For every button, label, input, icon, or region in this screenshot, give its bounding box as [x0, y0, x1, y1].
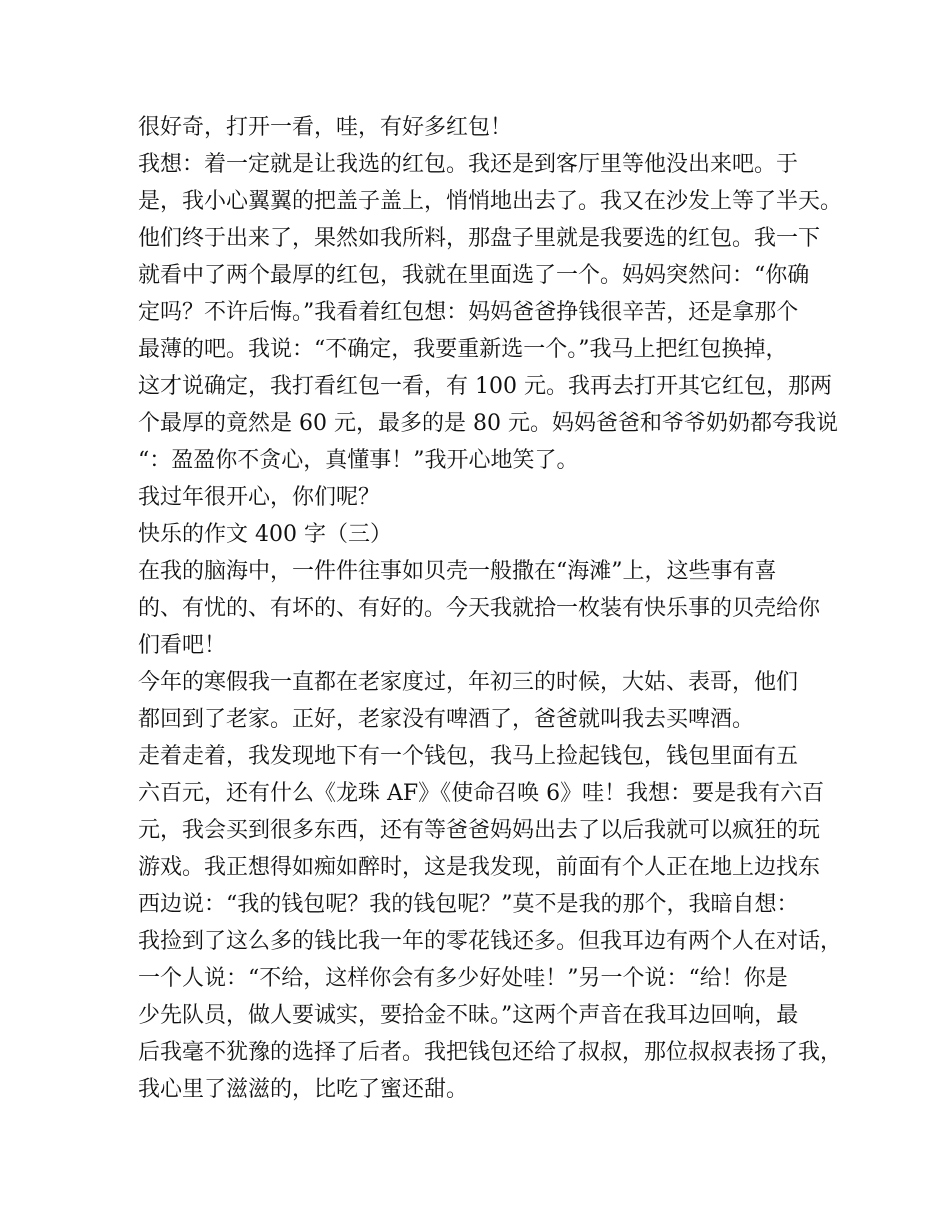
text-line: 我心里了滋滋的，比吃了蜜还甜。: [138, 1077, 469, 1102]
text-line: 就看中了两个最厚的红包，我就在里面选了一个。妈妈突然问：“你确: [138, 263, 810, 288]
text-line: 游戏。我正想得如痴如醉时，这是我发现，前面有个人正在地上边找东: [138, 855, 821, 880]
text-line: 们看吧！: [138, 633, 227, 658]
text-line: 西边说：“我的钱包呢？我的钱包呢？”莫不是我的那个，我暗自想：: [138, 892, 799, 917]
text-line: 个最厚的竟然是 60 元，最多的是 80 元。妈妈爸爸和爷爷奶奶都夸我说: [138, 411, 838, 436]
section-heading: 快乐的作文 400 字（三）: [138, 522, 392, 547]
text-line: 少先队员，做人要诚实，要拾金不昧。”这两个声音在我耳边回响，最: [138, 1003, 799, 1028]
text-line: 走着走着，我发现地下有一个钱包，我马上捡起钱包，钱包里面有五: [138, 744, 799, 769]
text-line: 在我的脑海中，一件件往事如贝壳一般撒在“海滩”上，这些事有喜: [138, 559, 777, 584]
text-line: 都回到了老家。正好，老家没有啤酒了，爸爸就叫我去买啤酒。: [138, 707, 755, 732]
text-line: 后我毫不犹豫的选择了后者。我把钱包还给了叔叔，那位叔叔表扬了我，: [138, 1040, 843, 1065]
text-line: 我想：着一定就是让我选的红包。我还是到客厅里等他没出来吧。于: [138, 152, 799, 177]
text-line: 是，我小心翼翼的把盖子盖上，悄悄地出去了。我又在沙发上等了半天。: [138, 189, 843, 214]
text-line: 的、有忧的、有坏的、有好的。今天我就拾一枚装有快乐事的贝壳给你: [138, 596, 821, 621]
text-line: 六百元，还有什么《龙珠 AF》《使命召唤 6》哇！我想：要是我有六百: [138, 781, 825, 806]
text-line: 今年的寒假我一直都在老家度过，年初三的时候，大姑、表哥，他们: [138, 670, 799, 695]
text-line: 元，我会买到很多东西，还有等爸爸妈妈出去了以后我就可以疯狂的玩: [138, 818, 821, 843]
text-line: “：盈盈你不贪心，真懂事！”我开心地笑了。: [138, 448, 579, 473]
text-line: 最薄的吧。我说：“不确定，我要重新选一个。”我马上把红包换掉，: [138, 337, 788, 362]
text-line: 一个人说：“不给，这样你会有多少好处哇！”另一个说：“给！你是: [138, 966, 788, 991]
text-line: 我过年很开心，你们呢？: [138, 485, 381, 510]
text-line: 我捡到了这么多的钱比我一年的零花钱还多。但我耳边有两个人在对话，: [138, 929, 843, 954]
text-line: 很好奇，打开一看，哇，有好多红包！: [138, 115, 513, 140]
text-line: 定吗？不许后悔。”我看着红包想：妈妈爸爸挣钱很辛苦，还是拿那个: [138, 300, 799, 325]
text-line: 这才说确定，我打看红包一看，有 100 元。我再去打开其它红包，那两: [138, 374, 832, 399]
text-line: 他们终于出来了，果然如我所料，那盘子里就是我要选的红包。我一下: [138, 226, 821, 251]
